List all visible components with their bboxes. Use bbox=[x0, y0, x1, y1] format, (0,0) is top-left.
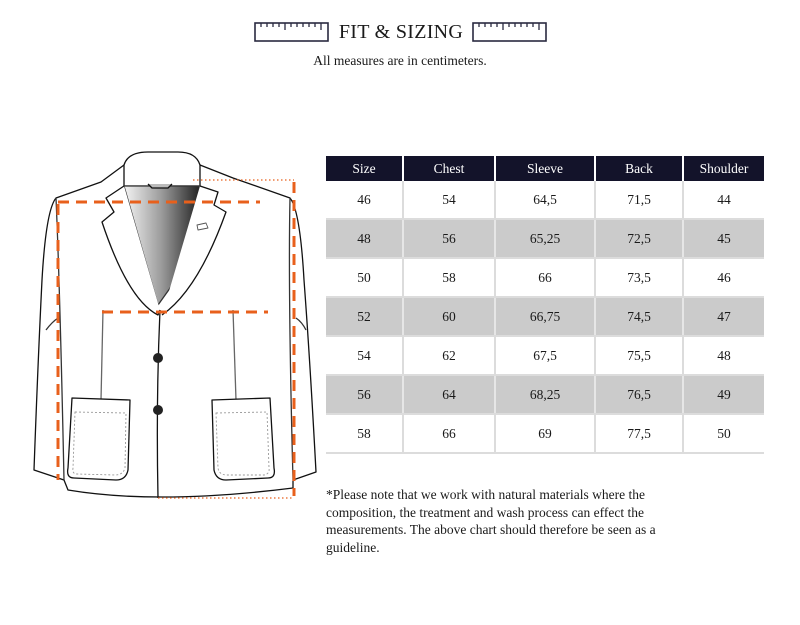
column-header-shoulder: Shoulder bbox=[683, 156, 764, 181]
cell-sleeve: 64,5 bbox=[495, 181, 595, 219]
cell-size: 54 bbox=[326, 336, 403, 375]
size-chart-table bbox=[326, 156, 764, 454]
button-icon bbox=[153, 405, 163, 415]
cell-sleeve: 66 bbox=[495, 258, 595, 297]
cell-chest: 60 bbox=[403, 297, 495, 336]
cell-back: 71,5 bbox=[595, 181, 683, 219]
cell-chest: 54 bbox=[403, 181, 495, 219]
title-row bbox=[0, 18, 800, 48]
cell-chest: 62 bbox=[403, 336, 495, 375]
jacket-illustration bbox=[28, 150, 328, 505]
table-row bbox=[326, 258, 764, 297]
table-row bbox=[326, 336, 764, 375]
cell-back: 73,5 bbox=[595, 258, 683, 297]
cell-chest: 64 bbox=[403, 375, 495, 414]
cell-chest: 56 bbox=[403, 219, 495, 258]
cell-sleeve: 66,75 bbox=[495, 297, 595, 336]
units-subtitle: All measures are in centimeters. bbox=[313, 53, 487, 68]
cell-shoulder: 44 bbox=[683, 181, 764, 219]
cell-back: 76,5 bbox=[595, 375, 683, 414]
cell-shoulder: 46 bbox=[683, 258, 764, 297]
cell-size: 56 bbox=[326, 375, 403, 414]
cell-sleeve: 67,5 bbox=[495, 336, 595, 375]
column-header-back: Back bbox=[595, 156, 683, 181]
cell-size: 58 bbox=[326, 414, 403, 453]
column-header-chest: Chest bbox=[403, 156, 495, 181]
cell-back: 75,5 bbox=[595, 336, 683, 375]
cell-size: 52 bbox=[326, 297, 403, 336]
table-row bbox=[326, 414, 764, 453]
button-icon bbox=[153, 353, 163, 363]
table-row bbox=[326, 297, 764, 336]
cell-chest: 66 bbox=[403, 414, 495, 453]
ruler-icon bbox=[472, 22, 547, 42]
cell-size: 48 bbox=[326, 219, 403, 258]
table-row bbox=[326, 181, 764, 219]
column-header-size: Size bbox=[326, 156, 403, 181]
table-row bbox=[326, 219, 764, 258]
cell-back: 72,5 bbox=[595, 219, 683, 258]
cell-back: 77,5 bbox=[595, 414, 683, 453]
disclaimer-note: *Please note that we work with natural materials where the composition, the treatment and wash process can effect the measurements. The above chart should therefore be seen as a guideline. bbox=[326, 487, 656, 555]
cell-chest: 58 bbox=[403, 258, 495, 297]
cell-shoulder: 50 bbox=[683, 414, 764, 453]
cell-sleeve: 69 bbox=[495, 414, 595, 453]
table-header-row bbox=[326, 156, 764, 181]
cell-sleeve: 65,25 bbox=[495, 219, 595, 258]
cell-shoulder: 49 bbox=[683, 375, 764, 414]
ruler-icon bbox=[254, 22, 329, 42]
cell-size: 46 bbox=[326, 181, 403, 219]
column-header-sleeve: Sleeve bbox=[495, 156, 595, 181]
page-title: FIT & SIZING bbox=[338, 21, 464, 43]
cell-size: 50 bbox=[326, 258, 403, 297]
cell-shoulder: 47 bbox=[683, 297, 764, 336]
cell-back: 74,5 bbox=[595, 297, 683, 336]
cell-sleeve: 68,25 bbox=[495, 375, 595, 414]
cell-shoulder: 48 bbox=[683, 336, 764, 375]
table-row bbox=[326, 375, 764, 414]
cell-shoulder: 45 bbox=[683, 219, 764, 258]
